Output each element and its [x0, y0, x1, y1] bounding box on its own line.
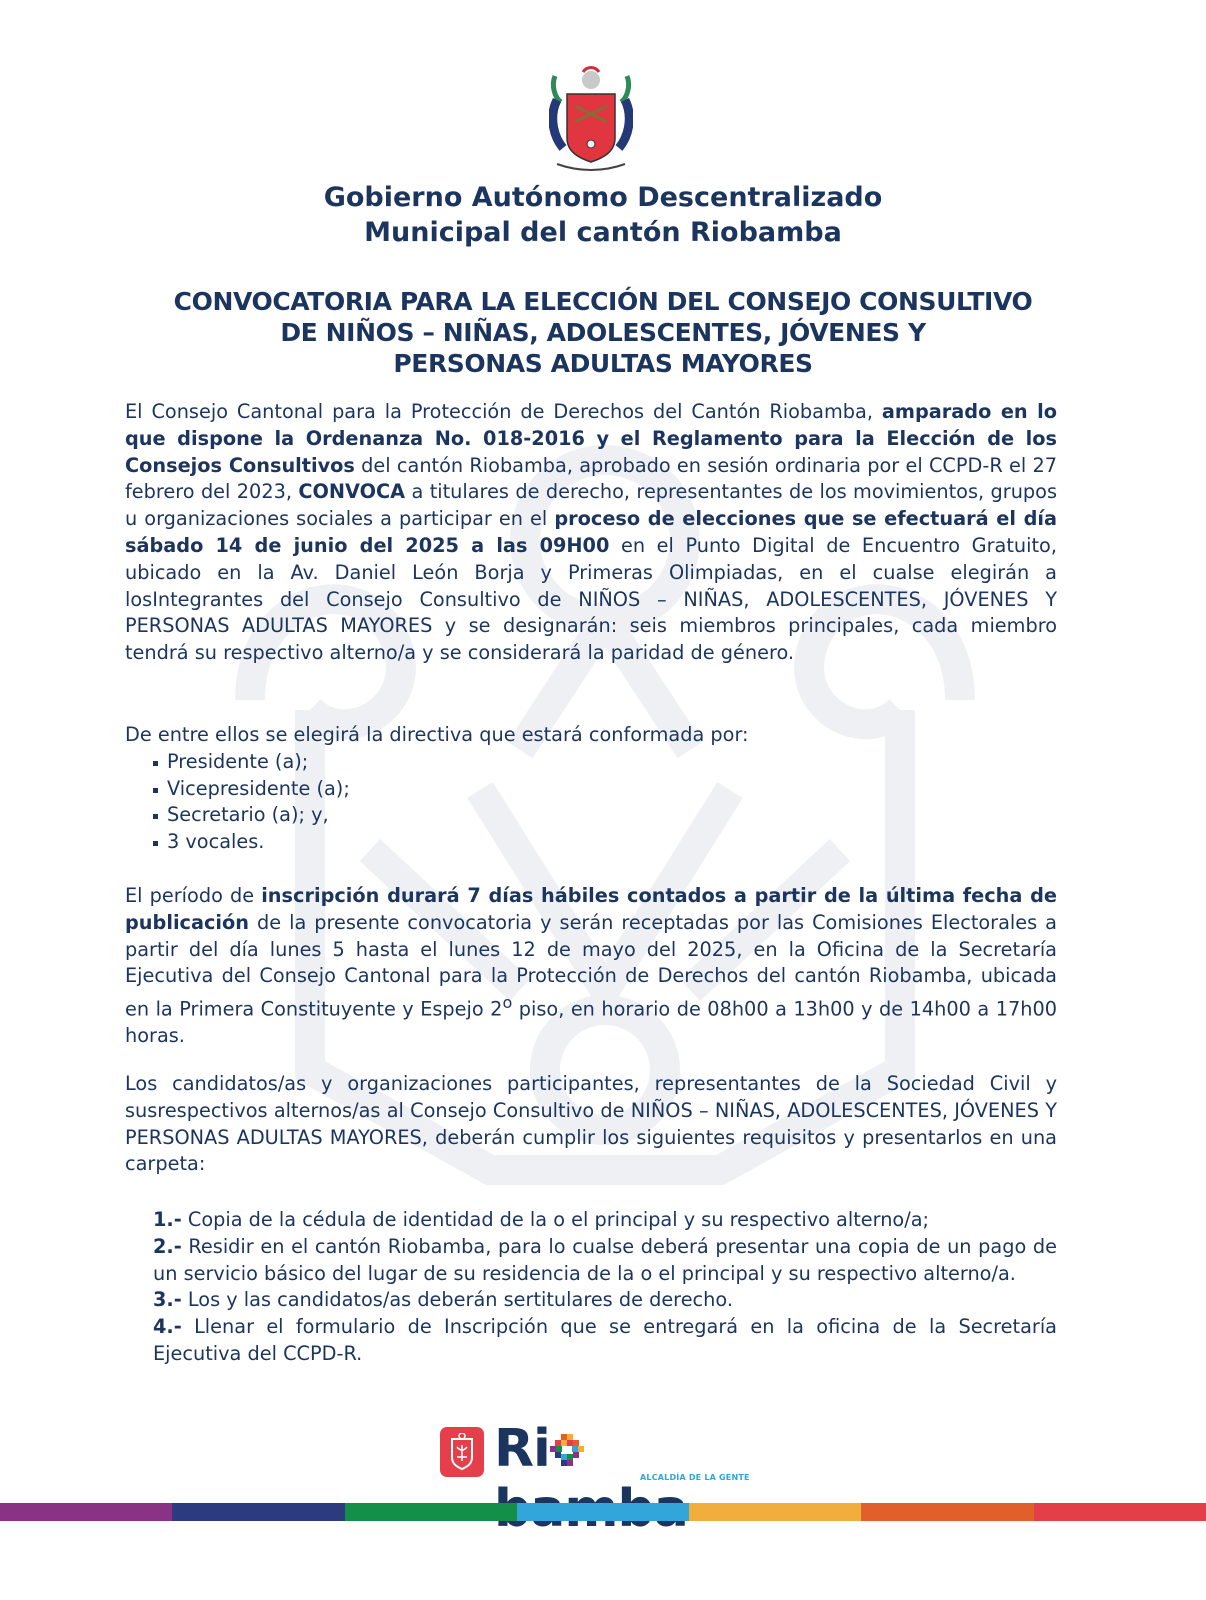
logo-text-part: Ri — [494, 1419, 550, 1479]
requirement-text: Los y las candidatos/as deberán sertitulares de derecho. — [181, 1288, 733, 1312]
color-bar-segment — [517, 1503, 689, 1521]
pixel-cross-icon — [550, 1421, 584, 1457]
superscript: o — [502, 993, 513, 1013]
institution-line-1: Gobierno Autónomo Descentralizado — [323, 182, 883, 213]
requirement-number: 2.- — [153, 1234, 182, 1258]
requirement-item — [153, 1234, 1057, 1288]
list-item-text: 3 vocales. — [167, 830, 265, 854]
institution-line-2: Municipal del cantón Riobamba — [364, 217, 842, 248]
color-bar-segment — [861, 1503, 1033, 1521]
riobamba-coat-of-arms-icon — [549, 66, 633, 176]
requirement-number: 1.- — [153, 1208, 182, 1231]
text-span: El período de — [125, 884, 262, 907]
inscription-paragraph — [125, 883, 1057, 1050]
convocation-paragraph — [125, 399, 1057, 667]
directiva-intro: De entre ellos se elegirá la directiva que estará conformada por: — [125, 723, 749, 746]
logo-tagline: ALCALDÍA DE LA GENTE — [640, 1473, 750, 1482]
document-title — [0, 286, 1206, 379]
text-span: de la presente convocatoria y serán receptadas por las Comisiones Electorales a partir del día lunes 5 hasta el lunes 12 de mayo del 2025, en la Oficina de la Secretaría Ejecutiva del Consejo Cantonal para la Protección de Derechos del cantón Riobamba, ubicada en la Primera Constituyente y Espejo 2 — [125, 910, 1057, 1021]
bold-text-span: amparado en lo que dispone la Ordenanza No. 018-2016 y el Reglamento para la Elección de los Consejos Consultivos — [125, 400, 1057, 477]
list-item — [153, 776, 1057, 803]
bullet-icon — [153, 841, 158, 846]
riobamba-logo — [440, 1419, 750, 1485]
color-bar-segment — [345, 1503, 517, 1521]
list-item — [153, 749, 1057, 776]
bullet-icon — [153, 788, 158, 793]
requirement-item — [153, 1207, 1057, 1234]
text-span: piso, en horario de 08h00 a 13h00 y de 14h00 a 17h00 horas. — [125, 997, 1057, 1048]
bold-text-span: inscripción durará 7 días hábiles contados a partir de la última fecha de publicación — [125, 884, 1057, 934]
requirements-list — [153, 1207, 1057, 1368]
institution-heading — [0, 180, 1206, 250]
title-line-2: DE NIÑOS – NIÑAS, ADOLESCENTES, JÓVENES Y — [280, 318, 926, 347]
requirement-number: 3.- — [153, 1288, 182, 1312]
list-item-text: Vicepresidente (a); — [167, 776, 350, 800]
requirement-text: Llenar el formulario de Inscripción que se entregará en la oficina de la Secretaría Ejecutiva del CCPD-R. — [153, 1315, 1057, 1365]
directiva-section — [125, 722, 1057, 856]
text-span: del cantón Riobamba, aprobado en sesión ordinaria por el CCPD-R el 27 febrero del 2023, — [125, 453, 1058, 504]
bold-text-span: proceso de elecciones que se efectuará el día sábado 14 de junio del 2025 a las 09H00 — [125, 507, 1058, 557]
list-item — [153, 829, 1057, 856]
requirement-text: Copia de la cédula de identidad de la o el principal y su respectivo alterno/a; — [181, 1208, 930, 1231]
bullet-icon — [153, 761, 158, 766]
color-bar-segment — [172, 1503, 344, 1521]
text-span: en el Punto Digital de Encuentro Gratuito, ubicado en la Av. Daniel León Borja y Primeras Olimpiadas, en el cualse elegirán a losIntegrantes del Consejo Consultivo de NIÑOS – NIÑAS, ADOLESCENTES, JÓVENES Y PERSONAS ADULTAS MAYORES y se designarán: seis miembros principales, cada miembro tendrá su respectivo alterno/a y se considerará la paridad de género. — [125, 533, 1057, 665]
directiva-list — [125, 749, 1057, 856]
bullet-icon — [153, 814, 158, 819]
color-bar-segment — [1034, 1503, 1206, 1521]
requirement-text: Residir en el cantón Riobamba, para lo cualse deberá presentar una copia de un pago de un servicio básico del lugar de su residencia de la o el principal y su respectivo alterno/a. — [153, 1234, 1057, 1285]
riobamba-logo-icon — [440, 1427, 484, 1477]
list-item-text: Secretario (a); y, — [167, 803, 329, 827]
color-bar — [0, 1503, 1206, 1521]
requirement-number: 4.- — [153, 1315, 182, 1339]
requirement-item — [153, 1287, 1057, 1314]
title-line-1: CONVOCATORIA PARA LA ELECCIÓN DEL CONSEJO CONSULTIVO — [173, 287, 1033, 316]
color-bar-segment — [689, 1503, 861, 1521]
bold-text-span: CONVOCA — [298, 480, 406, 504]
list-item — [153, 802, 1057, 829]
text-span: a titulares de derecho, representantes de los movimientos, grupos u organizaciones sociales a participar en el — [125, 480, 1057, 531]
color-bar-segment — [0, 1503, 172, 1521]
list-item-text: Presidente (a); — [167, 749, 309, 773]
requirement-item — [153, 1314, 1057, 1368]
candidates-paragraph: Los candidatos/as y organizaciones participantes, representantes de la Sociedad Civil y susrespectivos alternos/as al Consejo Consultivo de NIÑOS – NIÑAS, ADOLESCENTES, JÓVENES Y PERSONAS ADULTAS MAYORES, deberán cumplir los siguientes requisitos y presentarlos en una carpeta: — [125, 1072, 1057, 1176]
title-line-3: PERSONAS ADULTAS MAYORES — [393, 349, 813, 378]
text-span: El Consejo Cantonal para la Protección de Derechos del Cantón Riobamba, — [125, 400, 882, 423]
